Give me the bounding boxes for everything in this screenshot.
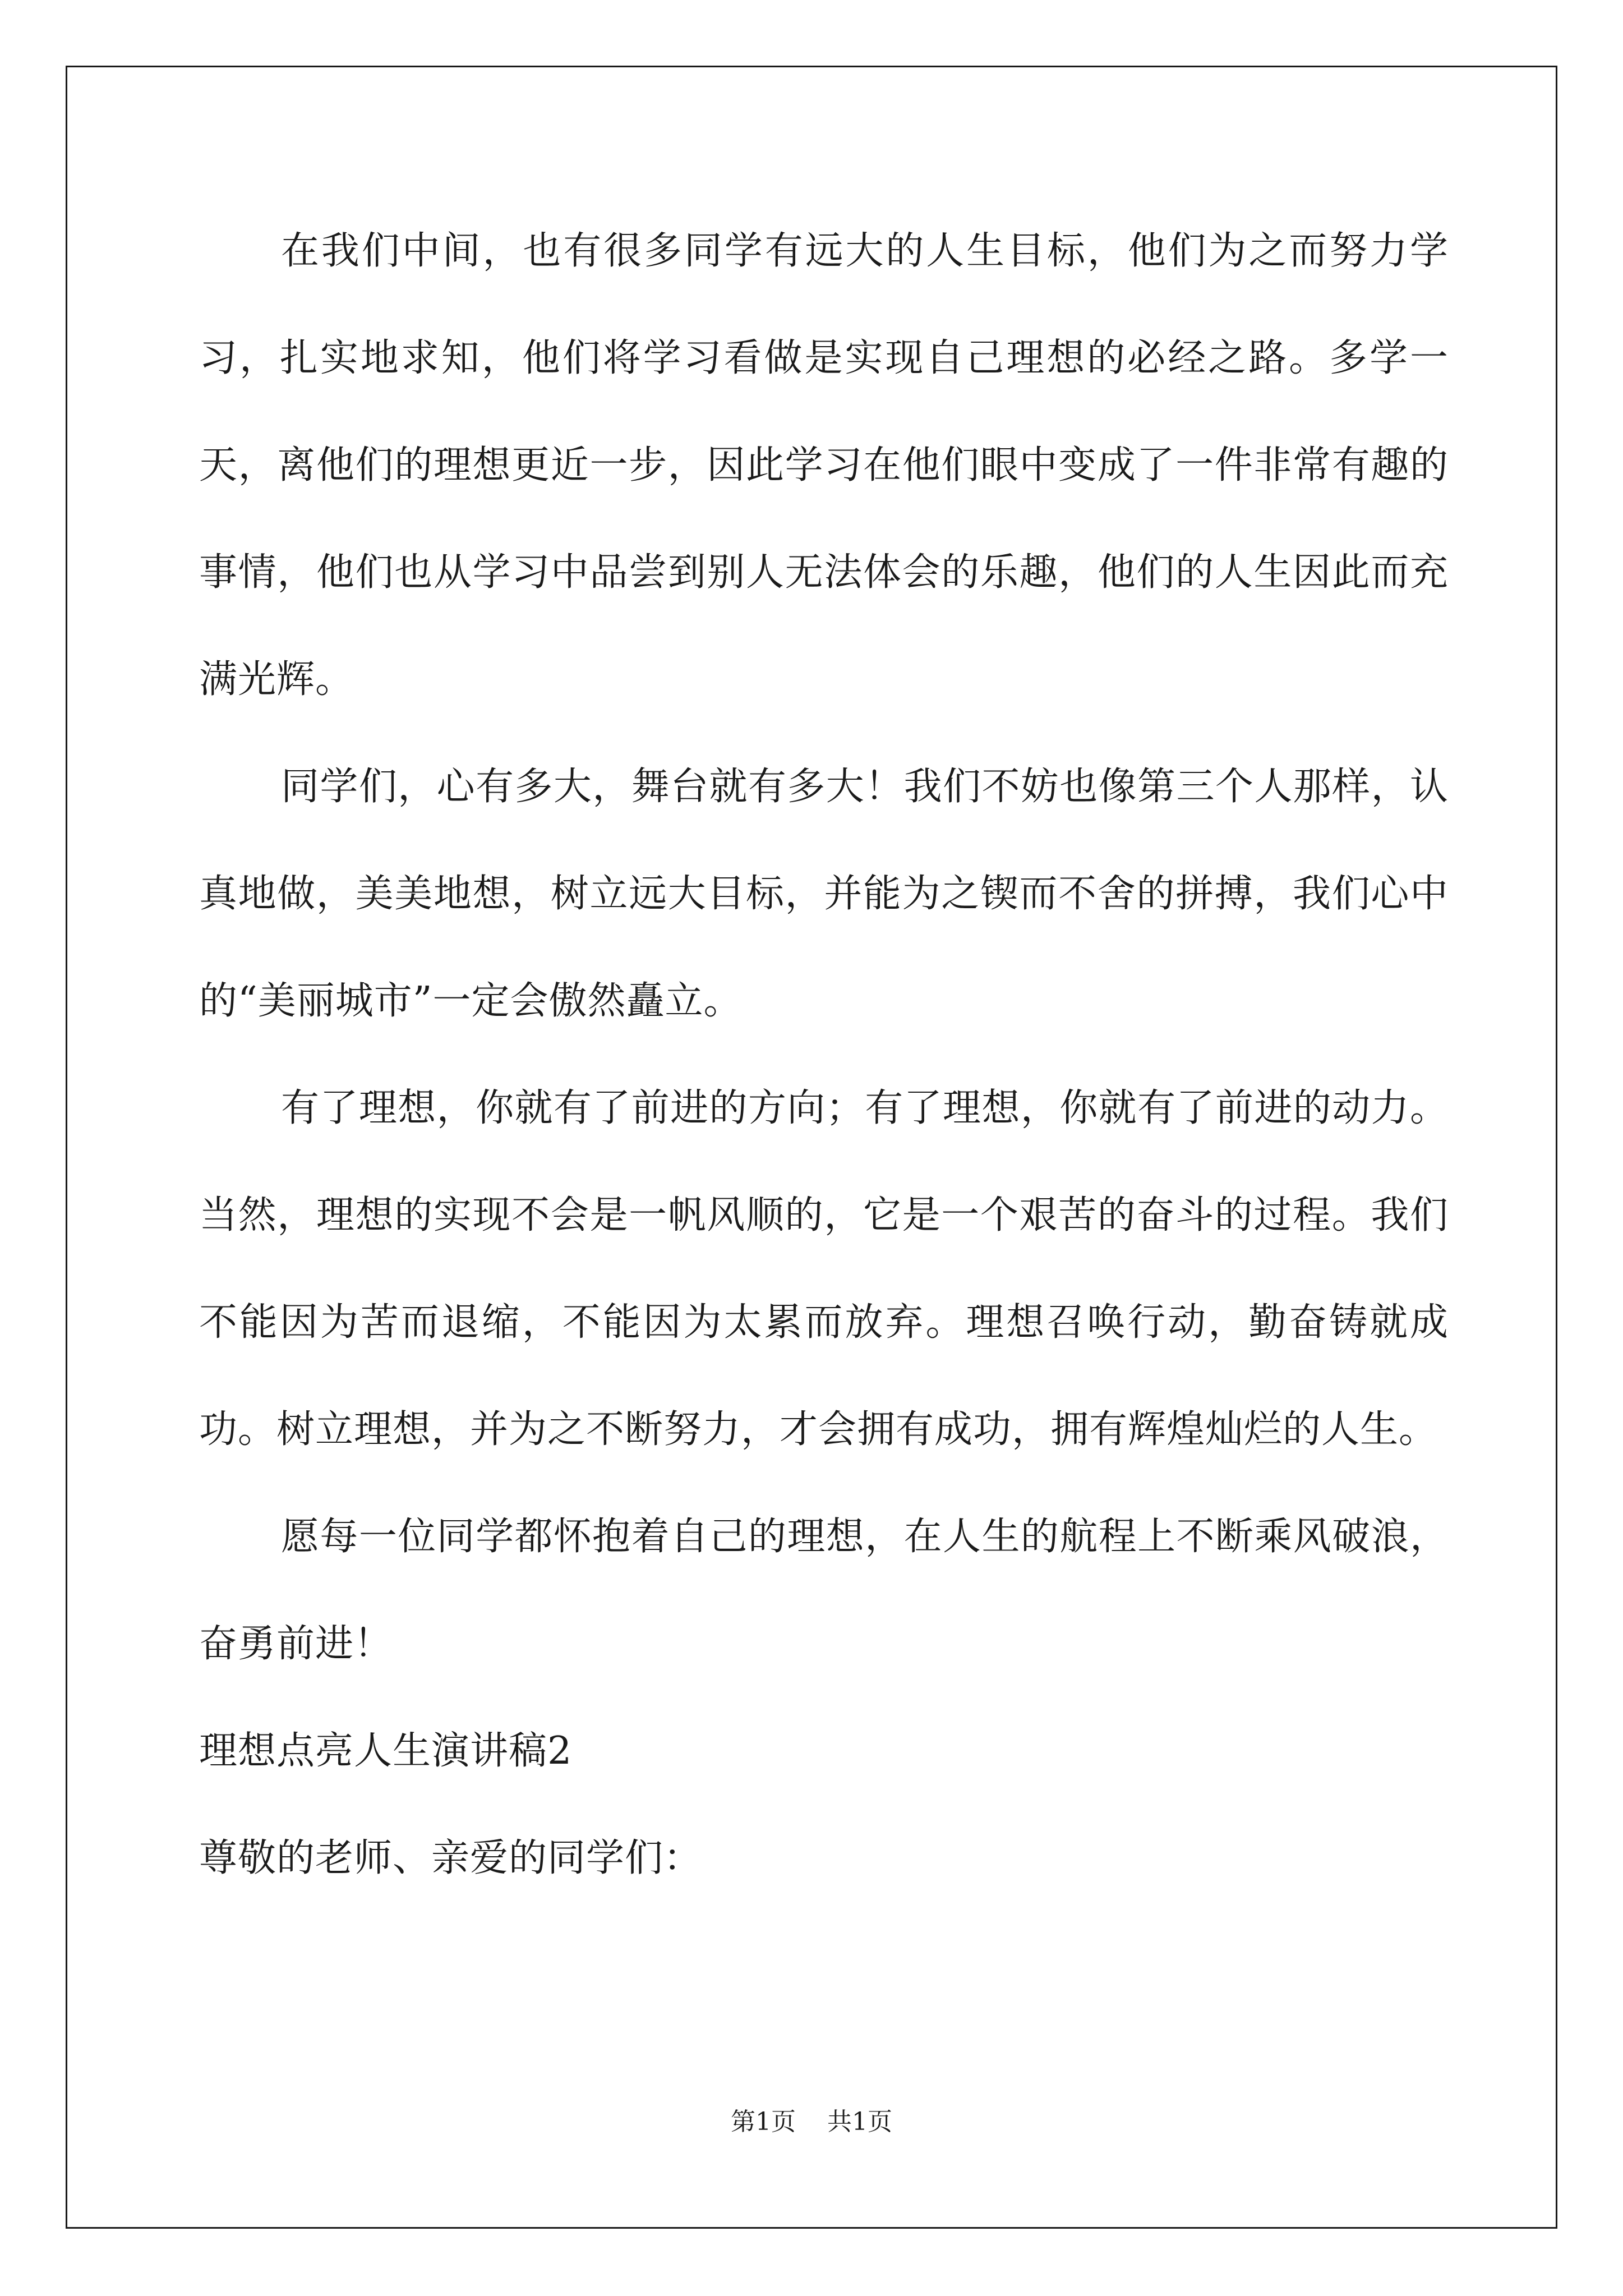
document-body [199, 197, 1449, 1912]
salutation: 尊敬的老师、亲爱的同学们： [199, 1836, 703, 1880]
paragraph: 有了理想，你就有了前进的方向；有了理想，你就有了前进的动力。当然，理想的实现不会是一帆风顺的，它是一个艰苦的奋斗的过程。我们不能因为苦而退缩，不能因为太累而放弃。理想召唤行动，勤奋铸就成功。树立理想，并为之不断努力，才会拥有成功，拥有辉煌灿烂的人生。 [199, 1086, 1449, 1452]
section-heading: 理想点亮人生演讲稿2 [199, 1729, 573, 1773]
paragraph: 同学们，心有多大，舞台就有多大！我们不妨也像第三个人那样，认真地做，美美地想，树立远大目标，并能为之锲而不舍的拼搏，我们心中的“美丽城市”一定会傲然矗立。 [199, 765, 1449, 1023]
paragraph: 愿每一位同学都怀抱着自己的理想，在人生的航程上不断乘风破浪，奋勇前进！ [199, 1515, 1449, 1666]
paragraph: 在我们中间，也有很多同学有远大的人生目标，他们为之而努力学习，扎实地求知，他们将学习看做是实现自己理想的必经之路。多学一天，离他们的理想更近一步，因此学习在他们眼中变成了一件非常有趣的事情，他们也从学习中品尝到别人无法体会的乐趣，他们的人生因此而充满光辉。 [199, 229, 1449, 702]
page-total: 共1页 [827, 2108, 892, 2136]
page-footer [0, 2101, 1623, 2137]
page-number: 第1页 [731, 2108, 796, 2136]
